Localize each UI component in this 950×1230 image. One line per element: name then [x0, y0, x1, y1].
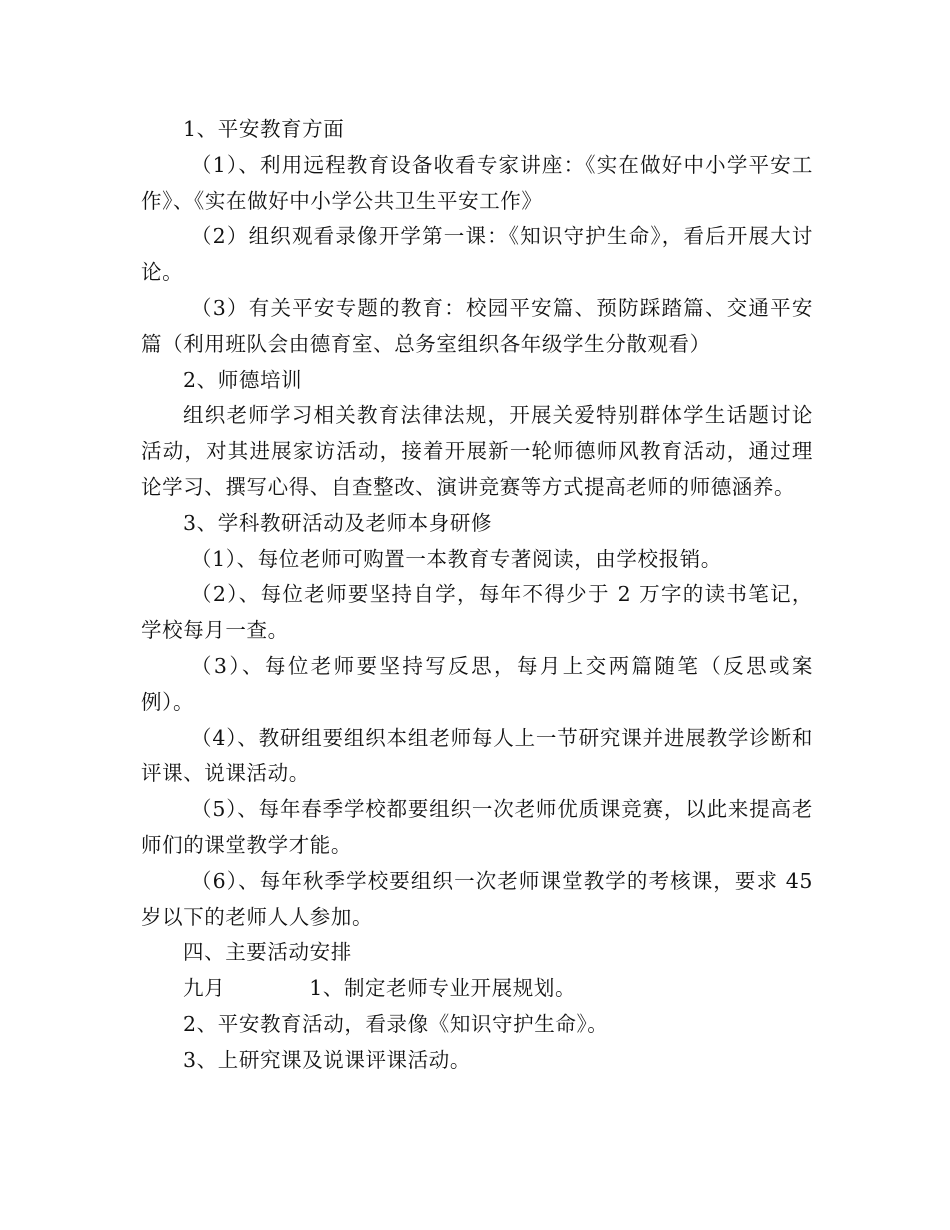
paragraph: （2）组织观看录像开学第一课：《知识守护生命》，看后开展大讨论。: [141, 224, 813, 285]
section-heading-activities: 四、主要活动安排: [183, 940, 352, 965]
month-label: 九月: [183, 976, 226, 1001]
paragraph: （5）、每年春季学校都要组织一次老师优质课竞赛，以此来提高老师们的课堂教学才能。: [141, 797, 813, 857]
schedule-month-row: [141, 971, 813, 1007]
paragraph: （3）、每位老师要坚持写反思，每月上交两篇随笔（反思或案例）。: [141, 653, 813, 714]
schedule-item: 3、上研究课及说课评课活动。: [183, 1047, 471, 1072]
section-heading-research: 3、学科教研活动及老师本身研修: [183, 510, 493, 535]
paragraph: （1）、每位老师可购置一本教育专著阅读，由学校报销。: [191, 546, 722, 571]
paragraph: （1）、利用远程教育设备收看专家讲座：《实在做好中小学平安工作》、《实在做好中小学公共卫生平安工作》: [141, 152, 813, 213]
section-heading-safety: 1、平安教育方面: [183, 117, 345, 141]
paragraph: （3）有关平安专题的教育：校园平安篇、预防踩踏篇、交通平安篇（利用班队会由德育室、总务室组织各年级学生分散观看）: [141, 295, 813, 356]
document-body: [141, 112, 813, 1079]
paragraph: 组织老师学习相关教育法律法规，开展关爱特别群体学生话题讨论活动，对其进展家访活动，接着开展新一轮师德师风教育活动，通过理论学习、撰写心得、自查整改、演讲竞赛等方式提高老师的师德涵养。: [141, 403, 813, 499]
section-heading-ethics: 2、师德培训: [183, 367, 303, 392]
paragraph: （4）、教研组要组织本组老师每人上一节研究课并进展教学诊断和评课、说课活动。: [141, 725, 813, 786]
paragraph: （6）、每年秋季学校要组织一次老师课堂教学的考核课，要求 45 岁以下的老师人人参加。: [141, 868, 813, 929]
schedule-item: 1、制定老师专业开展规划。: [309, 976, 577, 1001]
paragraph: （2）、每位老师要坚持自学，每年不得少于 2 万字的读书笔记，学校每月一查。: [141, 582, 813, 643]
schedule-item: 2、平安教育活动，看录像《知识守护生命》。: [183, 1011, 609, 1036]
